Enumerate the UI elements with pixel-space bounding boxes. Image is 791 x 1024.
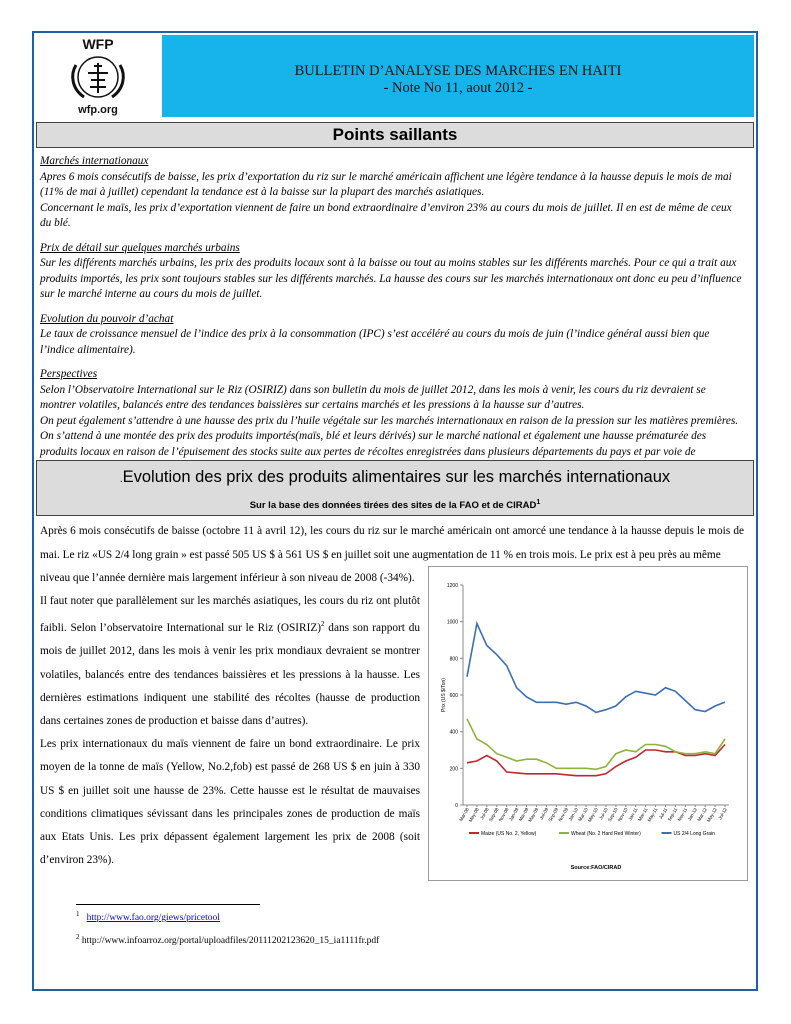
evolution-left-column xyxy=(40,567,420,872)
footnote-2: $^2$ http://www.infoarroz.org/portal/uploadfiles/20111202123620_15_ia1111fr.pdf xyxy=(76,933,380,947)
footnote-1: $^1$ http://www.fao.org/giews/pricetool xyxy=(76,910,220,924)
x-tick-label: Nov-11 xyxy=(676,807,689,823)
x-tick-label: Mar-10 xyxy=(577,807,589,823)
bulletin-banner xyxy=(162,35,754,117)
evolution-subtitle: Sur la base des données tirées des sites de la FAO et de CIRAD$^1$ xyxy=(249,499,541,512)
x-tick-label: Mar-08 xyxy=(458,807,470,823)
x-tick-label: Nov-09 xyxy=(557,807,570,823)
y-tick-label: 800 xyxy=(449,656,458,663)
y-tick-label: 1200 xyxy=(446,583,458,589)
paragraph: On s’attend à une montée des prix des produits importés(maïs, blé et leurs dérivés) sur le marché national et également une hausse prématurée des produits locaux en raison de l’épuisement des stocks suite aux pertes de récoltes enregistrées dans plusieurs départements du pays et par voie de xyxy=(40,430,707,458)
price-chart xyxy=(428,566,748,881)
x-tick-label: May-11 xyxy=(646,807,659,823)
paragraph: Apres 6 mois consécutifs de baisse, les prix d’exportation du riz sur le marché américain affichent une légère tendance à la hausse depuis le mois de mai (11% de mai à juillet) cependant la tendance est à la baisse sur la plupart des marchés asiatiques. xyxy=(40,170,732,198)
evolution-intro-paragraph: Après 6 mois consécutifs de baisse (octobre 11 à avril 12), les cours du riz sur le marché américain ont amorcé une tendance à la hausse depuis le mois de mai. Le riz «US 2/4 long grain » est passé 505 US $ à 561 US $ en juillet soit une augmentation de 11 % en trois mois. Le prix est à peu près au même xyxy=(40,525,744,561)
x-tick-label: Nov-10 xyxy=(616,807,629,823)
evolution-title: .Evolution des prix des produits alimentaires sur les marchés internationaux xyxy=(119,468,671,486)
x-tick-label: Jul-08 xyxy=(479,807,490,821)
y-tick-label: 400 xyxy=(449,729,458,736)
x-tick-label: Jan-12 xyxy=(686,807,699,822)
series-line xyxy=(467,745,725,776)
x-tick-label: May-08 xyxy=(467,807,480,823)
y-axis-label: Prix (US $/Ton) xyxy=(441,678,447,712)
points-saillants-content xyxy=(40,154,744,476)
price-chart-svg xyxy=(429,567,747,880)
x-tick-label: May-12 xyxy=(705,807,718,823)
x-tick-label: Jul-12 xyxy=(717,807,728,821)
paragraph: Les prix internationaux du maïs viennent de faire un bond extraordinaire. Le prix moyen de la tonne de maïs (Yellow, No.2,fob) est passé de 268 US $ en juin à 330 US $ en juillet soit une hausse de 23%. Cette hausse est le résultat de mauvaises conditions climatiques sévissant dans les principales zones de production de maïs aux Etats Unis. Les prix dépassent également largement les prix de 2008 (soit d’environ 23%). xyxy=(40,738,420,867)
x-tick-label: May-10 xyxy=(586,807,599,823)
paragraph: On peut également s’attendre à une hausse des prix du l’huile végétale sur les marchés internationaux en raison de la pression sur les matières premières. xyxy=(40,414,739,427)
footnote-1-link[interactable]: http://www.fao.org/giews/pricetool xyxy=(86,913,220,924)
legend-label: Wheat (No. 2 Hard Red Winter) xyxy=(571,831,641,837)
y-tick-label: 0 xyxy=(455,803,458,809)
legend-label: Maize (US No. 2, Yellow) xyxy=(481,831,537,837)
x-tick-label: Sep-08 xyxy=(487,807,500,823)
series-line xyxy=(467,719,725,770)
x-tick-label: Jan-10 xyxy=(567,807,580,822)
section-heading: Prix de détail sur quelques marchés urbains xyxy=(40,241,240,254)
y-tick-label: 200 xyxy=(449,766,458,773)
header xyxy=(36,35,754,117)
x-tick-label: Mar-12 xyxy=(696,807,709,823)
footnote-rule xyxy=(76,904,260,905)
series-line xyxy=(467,624,725,713)
section-heading: Marchés internationaux xyxy=(40,155,149,167)
logo-text-bottom: wfp.org xyxy=(78,104,118,116)
wfp-logo xyxy=(36,35,160,117)
bulletin-note: - Note No 11, aout 2012 - xyxy=(383,80,533,96)
section-heading: Evolution du pouvoir d’achat xyxy=(40,312,174,325)
x-tick-label: May-09 xyxy=(527,807,540,823)
x-tick-label: Jan-11 xyxy=(627,807,639,822)
x-tick-label: Mar-09 xyxy=(517,807,530,823)
x-tick-label: Sep-09 xyxy=(547,807,560,823)
x-tick-label: Jul-10 xyxy=(598,807,609,821)
x-tick-label: Nov-08 xyxy=(497,807,510,823)
paragraph: Selon l’Observatoire International sur le Riz (OSIRIZ) dans son bulletin du mois de juillet 2012, dans les mois à venir, les cours du riz devraient se montrer volatiles, balancés entre des tendances baissières sur certains marchés et les pressions à la hausse sur d’autres. xyxy=(40,383,706,411)
points-saillants-title: Points saillants xyxy=(332,125,458,144)
x-tick-label: Mar-11 xyxy=(637,807,649,822)
paragraph: Il faut noter que parallèlement sur les marchés asiatiques, les cours du riz ont plutôt faibli. Selon l’observatoire International sur le Riz (OSIRIZ)$^2$ dans son rapport du mois de juillet 2012, dans les mois à venir les prix mondiaux devraient se montrer volatiles, balancés entre des tendances baissières et les pressions à la hausse. Les dernières estimations indiquent une stabilité des récoltes (hausse de production dans certaines zones de production et baisse dans d’autres). xyxy=(40,595,421,727)
x-tick-label: Jul-09 xyxy=(538,807,550,821)
paragraph: Concernant le maïs, les prix d’exportation viennent de faire un bond extraordinaire d’environ 23% au cours du mois de juillet. Il en est de même de ceux du blé. xyxy=(40,201,732,229)
evolution-bar xyxy=(36,460,754,516)
paragraph: Le taux de croissance mensuel de l’indice des prix à la consommation (IPC) s’est accéléré au cours du mois de juin (l’indice général aussi bien que l’indice alimentaire). xyxy=(40,328,710,356)
y-tick-label: 600 xyxy=(449,693,458,699)
x-tick-label: Jan-09 xyxy=(508,807,520,822)
paragraph: niveau que l’année dernière mais largement inférieur à son niveau de 2008 (-34%). xyxy=(40,572,415,584)
section-heading: Perspectives xyxy=(40,368,98,380)
bulletin-title: BULLETIN D’ANALYSE DES MARCHES EN HAITI xyxy=(294,63,622,79)
paragraph: Sur les différents marchés urbains, les prix des produits locaux sont à la baisse ou tout au moins stables sur les différents marchés. Pour ce qui a trait aux produits importés, les prix sont toujours stables sur les différents marchés. La hausse des cours sur les marchés internationaux ont donc eu peu d’influence sur le marché interne au cours du mois de juillet. xyxy=(40,257,742,300)
x-tick-label: Jul-11 xyxy=(657,807,669,821)
logo-text-top: WFP xyxy=(82,36,114,52)
x-tick-label: Sep-11 xyxy=(666,807,679,823)
chart-source: Source:FAO/CIRAD xyxy=(570,865,622,871)
legend-label: US 2/4 Long Grain xyxy=(673,831,715,837)
x-tick-label: Sep-10 xyxy=(606,807,619,823)
y-tick-label: 1000 xyxy=(446,619,458,626)
points-saillants-bar xyxy=(36,122,754,148)
